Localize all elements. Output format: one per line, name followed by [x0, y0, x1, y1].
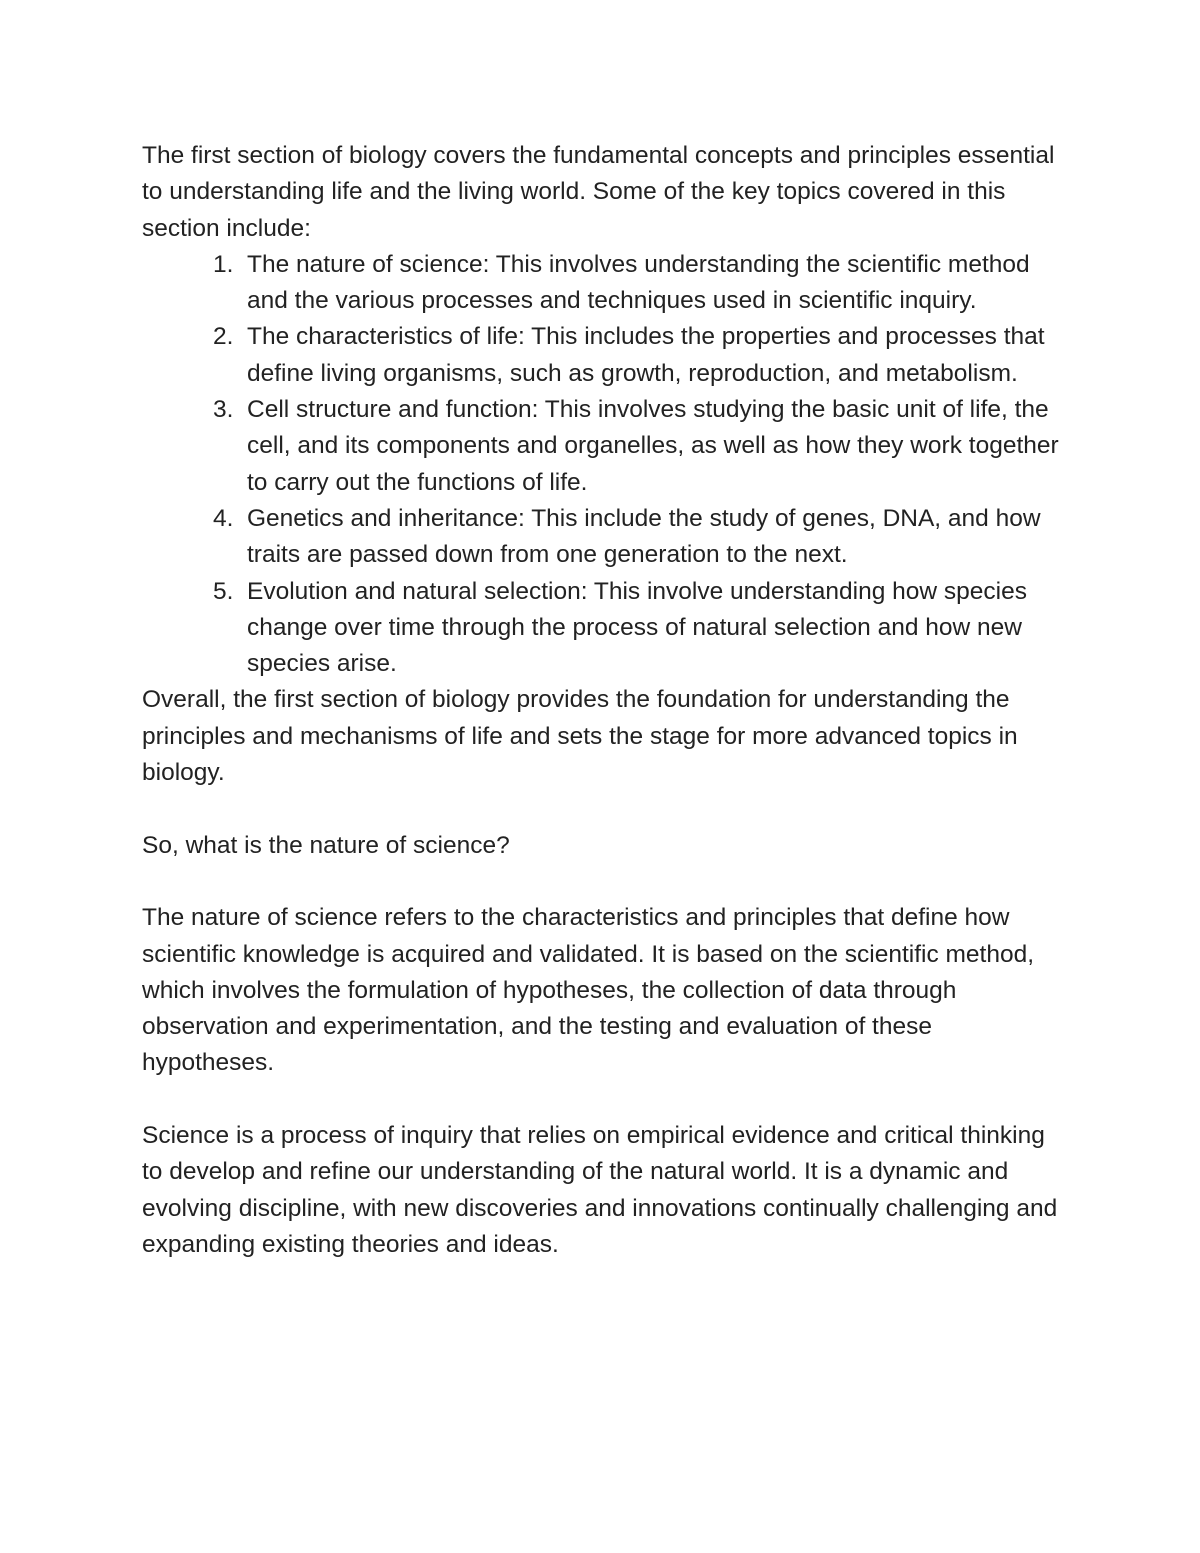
- nature-of-science-paragraph: The nature of science refers to the characteristics and principles that define how scientific knowledge is acquired and validated. It is based on the scientific method, which involves the formulation of hypotheses, the collection of data through observation and experimentation, and the testing and evaluation of these hypotheses.: [142, 904, 1035, 1077]
- list-item: [142, 501, 1067, 574]
- list-item-text: The nature of science: This involves understanding the scientific method and the various processes and techniques used in scientific inquiry.: [247, 250, 1030, 315]
- list-number: 1.: [213, 250, 234, 278]
- list-item-text: Evolution and natural selection: This involve understanding how species change over time through the process of natural selection and how new species arise.: [247, 577, 1027, 678]
- list-number: 4.: [213, 504, 234, 532]
- list-item: [142, 247, 1067, 320]
- list-item-text: Genetics and inheritance: This include the study of genes, DNA, and how traits are passed down from one generation to the next.: [247, 504, 1041, 569]
- blank-line: [142, 864, 1067, 900]
- list-number: 5.: [213, 577, 234, 605]
- list-item: [142, 392, 1067, 501]
- topic-list: [142, 247, 1067, 683]
- summary-paragraph: Overall, the first section of biology provides the foundation for understanding the principles and mechanisms of life and sets the stage for more advanced topics in biology.: [142, 686, 1018, 787]
- list-number: 3.: [213, 396, 234, 424]
- document-page: [142, 138, 1067, 1263]
- blank-line: [142, 791, 1067, 827]
- question-line: So, what is the nature of science?: [142, 831, 510, 859]
- list-item-text: Cell structure and function: This involves studying the basic unit of life, the cell, and its components and organelles, as well as how they work together to carry out the functions of life.: [247, 396, 1059, 496]
- blank-line: [142, 1082, 1067, 1118]
- list-item: [142, 319, 1067, 392]
- intro-paragraph: The first section of biology covers the fundamental concepts and principles essential to understanding life and the living world. Some of the key topics covered in this section include:: [142, 142, 1055, 242]
- list-item-text: The characteristics of life: This includes the properties and processes that define living organisms, such as growth, reproduction, and metabolism.: [247, 323, 1045, 387]
- list-number: 2.: [213, 323, 234, 351]
- science-process-paragraph: Science is a process of inquiry that relies on empirical evidence and critical thinking to develop and refine our understanding of the natural world. It is a dynamic and evolving discipline, with new discoveries and innovations continually challenging and expanding existing theories and ideas.: [142, 1122, 1058, 1258]
- list-item: [142, 574, 1067, 683]
